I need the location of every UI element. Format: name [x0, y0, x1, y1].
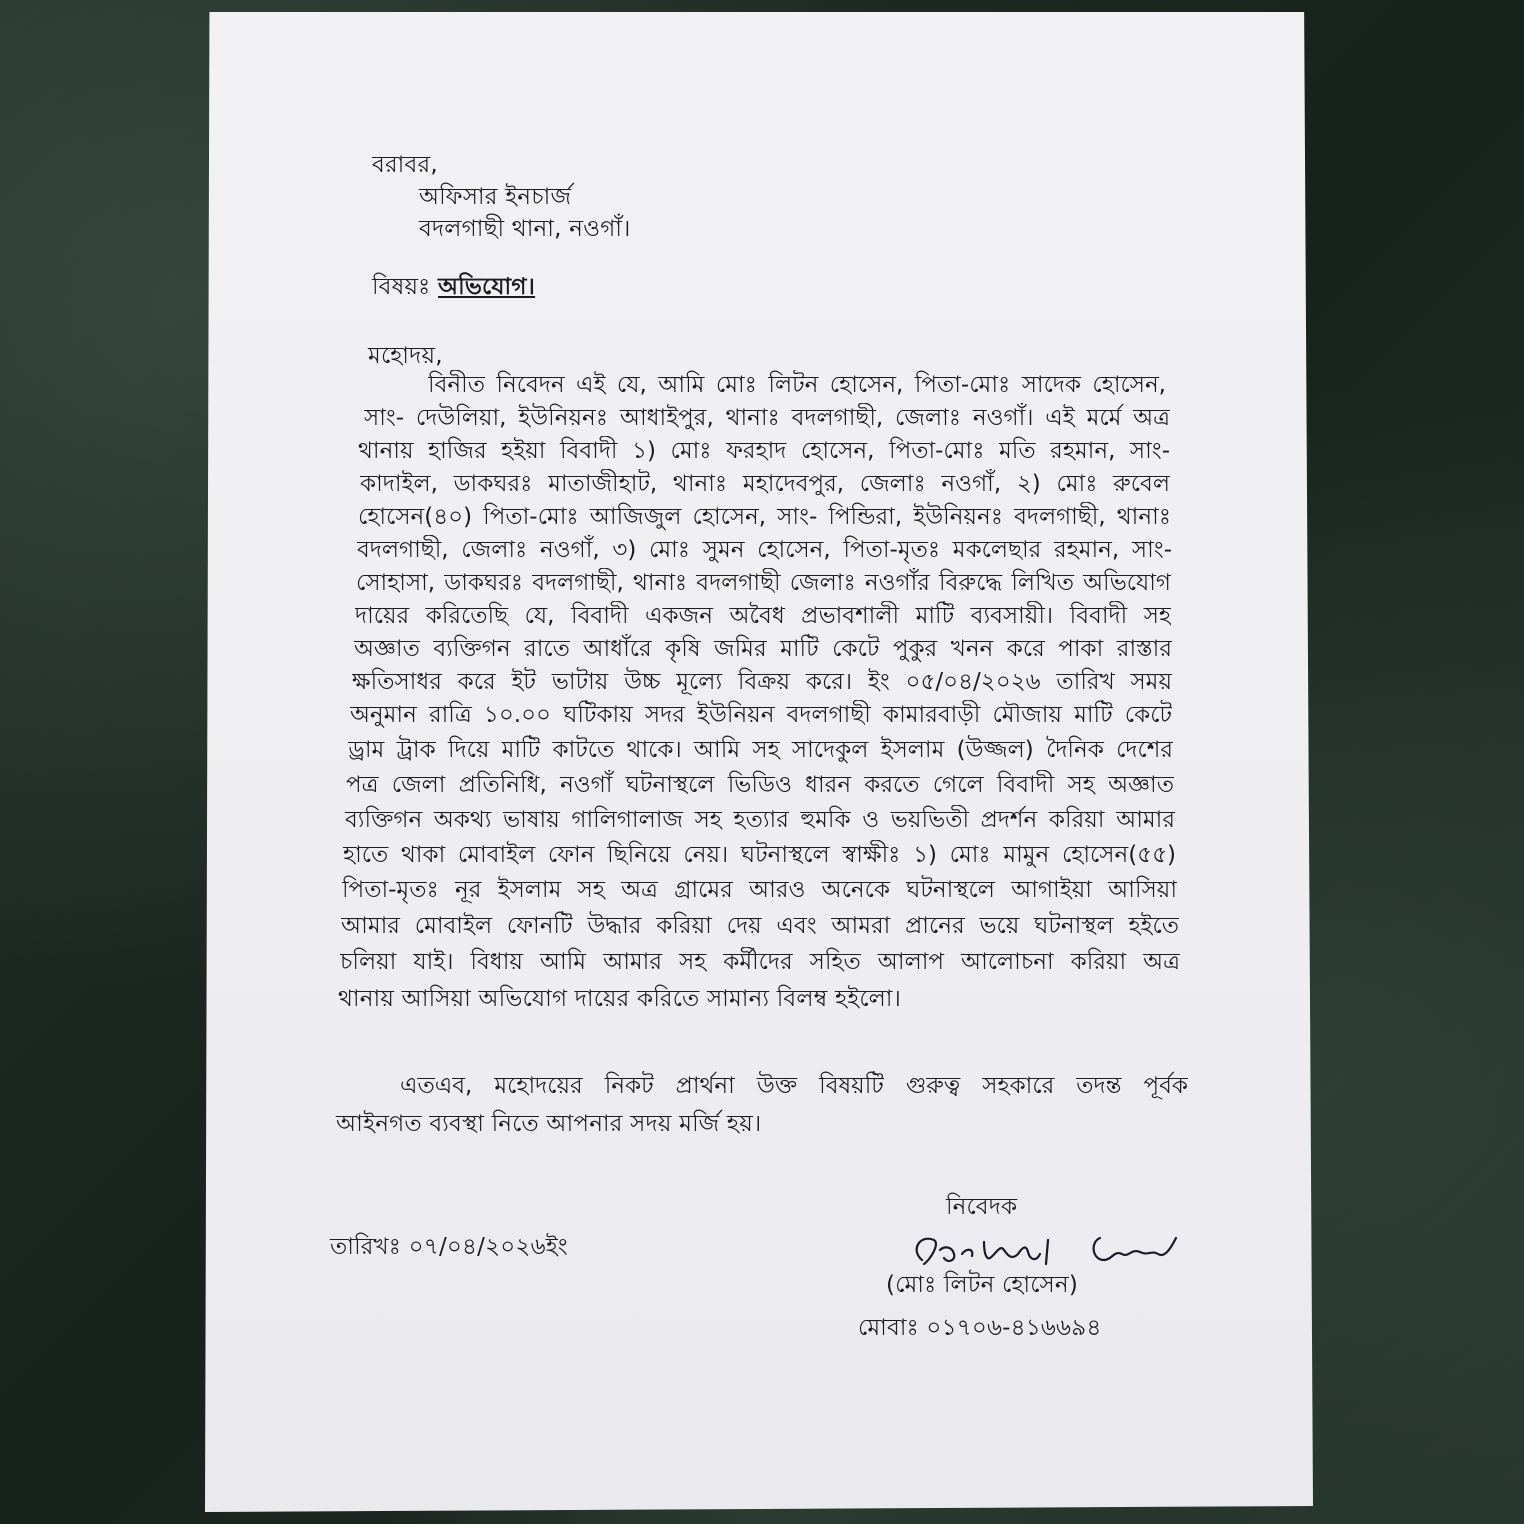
- body-line: চলিয়া যাই। বিধায় আমি আমার সহ কর্মীদের সহিত আলাপ আলোচনা করিয়া অত্র: [340, 949, 1180, 975]
- body-line: পিতা-মৃতঃ নূর ইসলাম সহ অত্র গ্রামের আরও অনেকে ঘটনাস্থলে আগাইয়া আসিয়া: [342, 877, 1177, 903]
- subject-line: [372, 272, 535, 302]
- body-line: সাং- দেউলিয়া, ইউনিয়নঃ আধাইপুর, থানাঃ বদলগাছী, জেলাঃ নওগাঁ। এই মর্মে অত্র: [364, 405, 1170, 431]
- body-line: কাদাইল, ডাকঘরঃ মাতাজীহাট, থানাঃ মহাদেবপুর, জেলাঃ নওগাঁ, ২) মোঃ রুবেল: [360, 471, 1170, 497]
- body-line: অনুমান রাত্রি ১০.০০ ঘটিকায় সদর ইউনিয়ন বদলগাছী কামারবাড়ী মৌজায় মাটি কেটে: [350, 702, 1172, 728]
- body-line: থানায় আসিয়া অভিযোগ দায়ের করিতে সামান্য বিলম্ব হইলো।: [338, 986, 902, 1012]
- sender-name: (মোঃ লিটন হোসেন): [886, 1272, 1079, 1298]
- body-line: বদলগাছী, জেলাঃ নওগাঁ, ৩) মোঃ সুমন হোসেন, পিতা-মৃতঃ মকলেছার রহমান, সাং-: [357, 537, 1172, 563]
- body-line: আমার মোবাইল ফোনটি উদ্ধার করিয়া দেয় এবং আমরা প্রানের ভয়ে ঘটনাস্থল হইতে: [341, 913, 1179, 939]
- subject-value: অভিযোগ।: [438, 274, 536, 300]
- body-line: হাতে থাকা মোবাইল ফোন ছিনিয়ে নেয়। ঘটনাস্থলে স্বাক্ষীঃ ১) মোঃ মামুন হোসেন(৫৫): [343, 842, 1176, 868]
- body-line: অজ্ঞাত ব্যক্তিগন রাতে আধাঁরে কৃষি জমির মাটি কেটে পুকুর খনন করে পাকা রাস্তার: [354, 636, 1172, 662]
- body-line: হোসেন(৪০) পিতা-মোঃ আজিজুল হোসেন, সাং- পিন্ডিরা, ইউনিয়নঃ বদলগাছী, থানাঃ: [358, 504, 1171, 530]
- body-line: বিনীত নিবেদন এই যে, আমি মোঃ লিটন হোসেন, পিতা-মোঃ সাদেক হোসেন,: [428, 372, 1166, 398]
- date-line: তারিখঃ ০৭/০৪/২০২৬ইং: [330, 1234, 568, 1260]
- to-line: বরাবর,: [372, 152, 438, 178]
- signoff-label: নিবেদক: [946, 1194, 1018, 1220]
- closing-line: আইনগত ব্যবস্থা নিতে আপনার সদয় মর্জি হয়।: [336, 1111, 762, 1137]
- recipient-address: বদলগাছী থানা, নওগাঁ।: [419, 216, 631, 242]
- closing-line: এতএব, মহোদয়ের নিকট প্রার্থনা উক্ত বিষয়টি গুরুত্ব সহকারে তদন্ত পূর্বক: [400, 1073, 1188, 1099]
- salutation: মহোদয়,: [368, 343, 443, 369]
- body-line: পত্র জেলা প্রতিনিধি, নওগাঁ ঘটনাস্থলে ভিডিও ধারন করতে গেলে বিবাদী সহ অজ্ঞাত: [346, 772, 1174, 798]
- body-line: দায়ের করিতেছি যে, বিবাদী একজন অবৈধ প্রভাবশালী মাটি ব্যবসায়ী। বিবাদী সহ: [355, 603, 1171, 629]
- subject-label: বিষয়ঃ: [372, 274, 431, 300]
- sender-mobile: মোবাঃ ০১৭০৬-৪১৬৬৯৪: [858, 1315, 1102, 1341]
- body-line: থানায় হাজির হইয়া বিবাদী ১) মোঃ ফরহাদ হোসেন, পিতা-মোঃ মতি রহমান, সাং-: [358, 438, 1170, 464]
- body-line: সোহাসা, ডাকঘরঃ বদলগাছী, থানাঃ বদলগাছী জেলাঃ নওগাঁর বিরুদ্ধে লিখিত অভিযোগ: [356, 570, 1171, 596]
- body-line: ব্যক্তিগন অকথ্য ভাষায় গালিগালাজ সহ হত্যার হুমকি ও ভয়ভিতী প্রদর্শন করিয়া আমার: [345, 807, 1175, 833]
- recipient-title: অফিসার ইনচার্জ: [419, 184, 572, 210]
- body-line: ক্ষতিসাধর করে ইট ভাটায় উচ্চ মূল্যে বিক্রয় করে। ইং ০৫/০৪/২০২৬ তারিখ সময়: [352, 669, 1172, 695]
- body-line: ড্রাম ট্রাক দিয়ে মাটি কাটতে থাকে। আমি সহ সাদেকুল ইসলাম (উজ্জল) দৈনিক দেশের: [348, 737, 1173, 763]
